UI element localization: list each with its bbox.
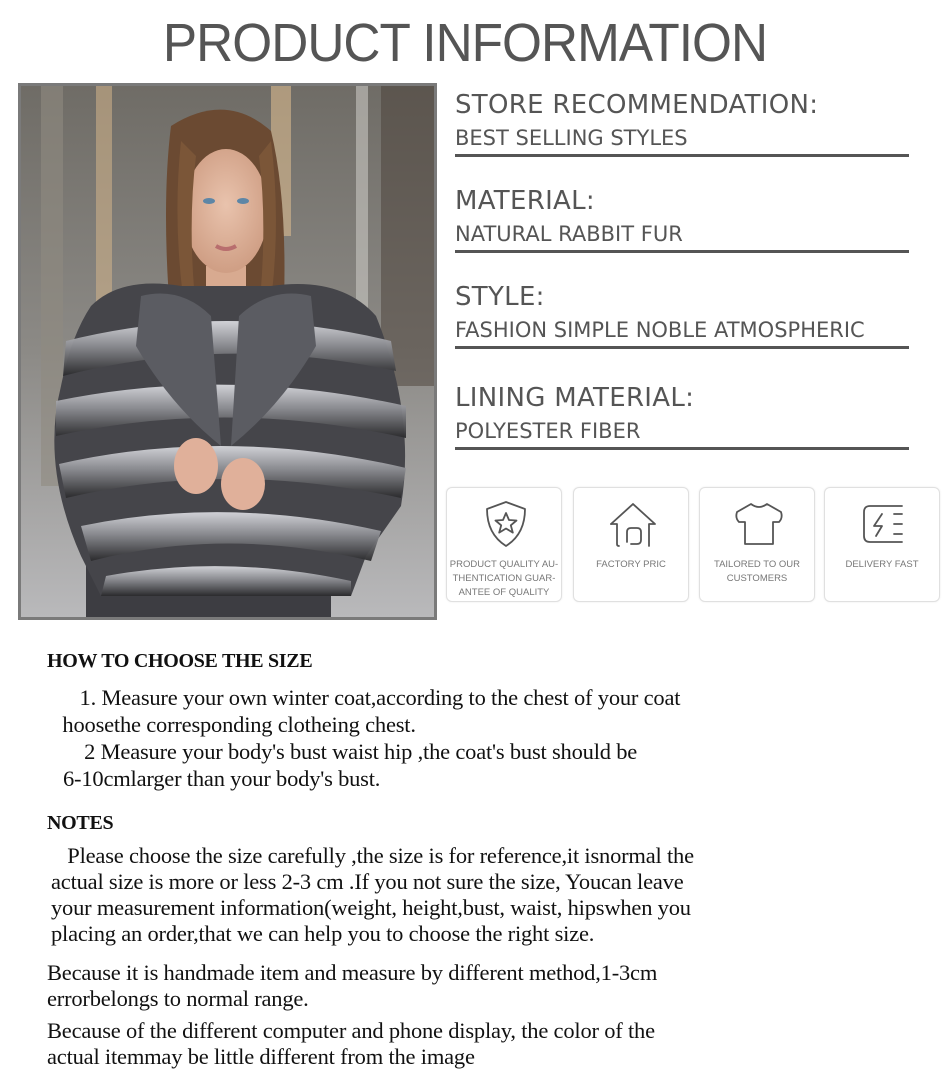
fast-delivery-icon [858, 498, 910, 550]
fur-coat-photo [21, 86, 434, 617]
notes-paragraph: Please choose the size carefully ,the size is for reference,it isnormal the actual size is more or less 2-3 cm .If you not sure the size, Youcan leave your measurement information(weight, height,bust, waist, hipswhen you placing an order,that we can help you to choose the right size. [51, 843, 694, 946]
feature-quality [446, 487, 562, 602]
spec-material [455, 186, 910, 253]
spec-lining-material [455, 383, 910, 450]
feature-label: TAILORED TO OUR CUSTOMERS [713, 559, 801, 584]
spec-label: STYLE: [455, 282, 545, 312]
feature-label: PRODUCT QUALITY AU- THENTICATION GUAR- ANTEE OF QUALITY [449, 559, 559, 598]
spec-label: MATERIAL: [455, 186, 595, 216]
spec-store-recommendation [455, 90, 910, 157]
spec-value: BEST SELLING STYLES [455, 126, 909, 157]
notes-heading: NOTES [47, 812, 114, 834]
spec-style [455, 282, 910, 349]
product-image [18, 83, 437, 620]
size-guide-text: 1. Measure your own winter coat,according to the chest of your coat hoosethe corresponding clotheing chest. 2 Measure your body's bust waist hip ,the coat's bust should be 6-10cmlarger than your body's bust. [47, 685, 681, 791]
feature-label: FACTORY PRIC [596, 559, 666, 570]
feature-cards [446, 487, 942, 602]
feature-tailored [699, 487, 815, 602]
feature-delivery [824, 487, 940, 602]
handmade-note: Because it is handmade item and measure by different method,1-3cm errorbelongs to normal range. [47, 960, 658, 1011]
spec-value: POLYESTER FIBER [455, 419, 909, 450]
spec-label: STORE RECOMMENDATION: [455, 90, 819, 120]
color-note: Because of the different computer and phone display, the color of the actual itemmay be little different from the image [47, 1018, 655, 1069]
spec-value: NATURAL RABBIT FUR [455, 222, 909, 253]
tshirt-icon [733, 498, 785, 550]
house-icon [607, 498, 659, 550]
spec-value: FASHION SIMPLE NOBLE ATMOSPHERIC [455, 318, 909, 349]
page-title: PRODUCT INFORMATION [162, 13, 768, 73]
shield-star-icon [480, 498, 532, 550]
size-guide-heading: HOW TO CHOOSE THE SIZE [47, 650, 313, 672]
spec-label: LINING MATERIAL: [455, 383, 695, 413]
feature-factory-price [573, 487, 689, 602]
feature-label: DELIVERY FAST [845, 559, 919, 570]
